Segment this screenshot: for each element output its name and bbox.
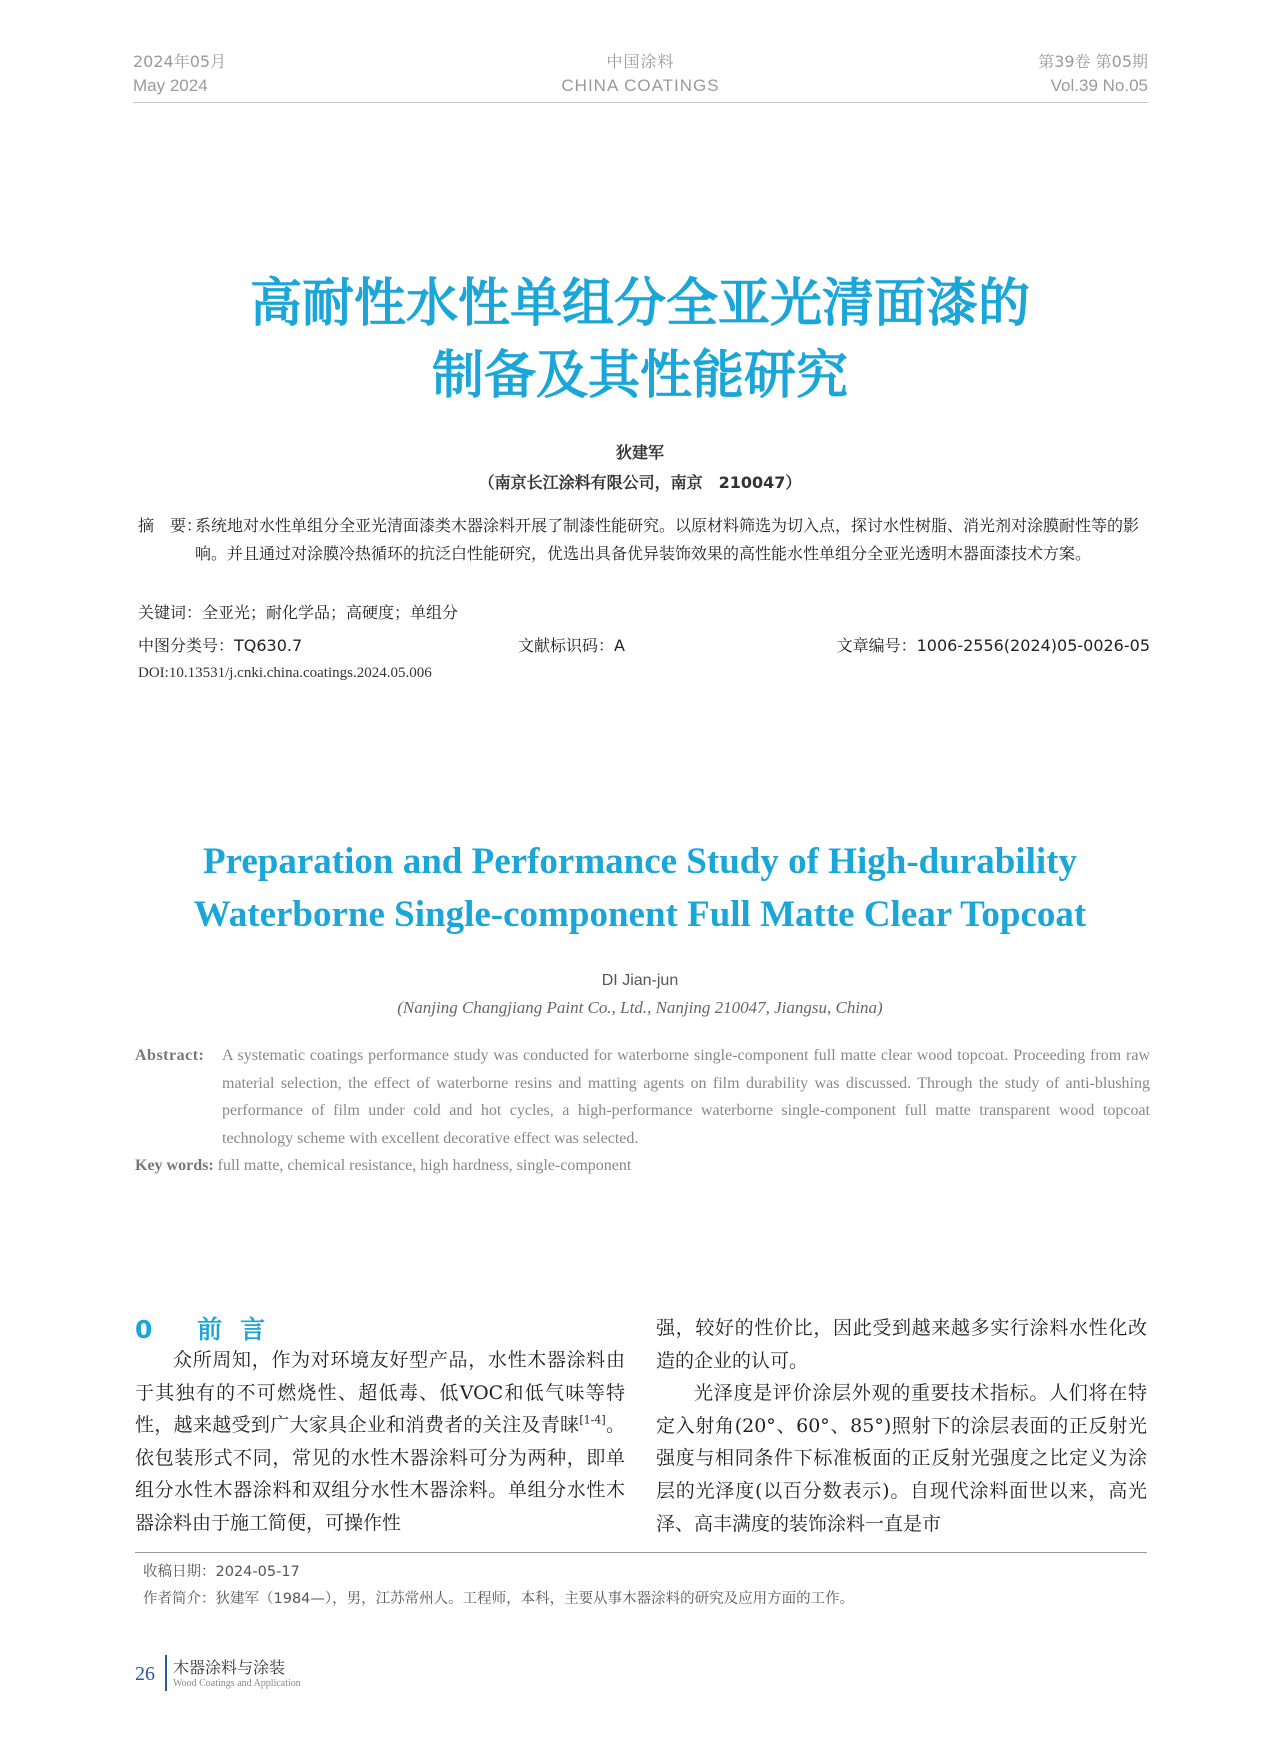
abstract-en-text: A systematic coatings performance study was conducted for waterborne single-component full matte clear wood topcoat. Proceeding from raw material selection, the effect of waterborne resins and matting agents on film durability was discussed. Through the study of anti-blushing performance of film under cold and hot cycles, a high-performance waterborne single-component full matte transparent wood topcoat technology scheme with excellent decorative effect was selected. [222,1047,1150,1147]
citation-ref: [1-4] [579,1413,606,1427]
section-title: 前言 [197,1315,284,1344]
author-en: DI Jian-jun [601,972,679,989]
affiliation-en: (Nanjing Changjiang Paint Co., Ltd., Nanjing 210047, Jiangsu, China) [397,998,883,1017]
doi: DOI:10.13531/j.cnki.china.coatings.2024.05.006 [138,665,432,681]
keywords-zh: 关键词：全亚光；耐化学品；高硬度；单组分 [138,603,459,622]
footnote-divider [135,1552,1147,1553]
body-paragraph: 光泽度是评价涂层外观的重要技术指标。人们将在特定入射角(20°、60°、85°)照射下的涂层表面的正反射光强度与相同条件下标准板面的正反射光强度之比定义为涂层的光泽度(以百分数表示)。自现代涂料面世以来，高光泽、高丰满度的装饰涂料一直是市 [656,1382,1147,1535]
running-header [133,50,1148,103]
footnote-received-date: 收稿日期：2024-05-17 [143,1564,300,1580]
header-date-en: May 2024 [133,76,208,95]
keywords-en-label: Key words: [135,1157,214,1174]
clc-number: 中图分类号：TQ630.7 [138,636,303,655]
page-number: 26 [135,1663,155,1685]
body-column-left [135,1344,625,1540]
title-en-line-1: Preparation and Performance Study of High-durability [203,841,1077,882]
abstract-zh-text: 系统地对水性单组分全亚光清面漆类木器涂料开展了制漆性能研究。以原材料筛选为切入点，探讨水性树脂、消光剂对涂膜耐性等的影响。并且通过对涂膜冷热循环的抗泛白性能研究，优选出具备优异装饰效果的高性能水性单组分全亚光透明木器面漆技术方案。 [195,516,1140,563]
section-heading [135,1310,283,1346]
body-text: 众所周知，作为对环境友好型产品，水性木器涂料由于其独有的不可燃烧性、超低毒、低VOC和低气味等特性，越来越受到广大家具企业和消费者的关注及青睐 [135,1349,625,1437]
abstract-en-label: Abstract: [135,1047,205,1064]
article-number: 文章编号：1006-2556(2024)05-0026-05 [836,636,1150,655]
header-journal-zh: 中国涂料 [606,52,675,71]
article-title-en [0,835,1280,941]
title-en-line-2: Waterborne Single-component Full Matte Clear Topcoat [193,894,1087,935]
abstract-zh [138,512,1150,568]
title-zh-line-1: 高耐性水性单组分全亚光清面漆的 [249,274,1030,334]
classification-row [138,633,1150,657]
author-zh: 狄建军 [615,443,664,462]
body-paragraph [135,1344,625,1540]
title-zh-line-2: 制备及其性能研究 [431,346,848,406]
document-code: 文献标识码：A [518,636,625,655]
footer-divider [165,1655,167,1691]
footer-journal-en: Wood Coatings and Application [173,1678,301,1689]
keywords-en-text: full matte, chemical resistance, high hardness, single-component [217,1157,632,1174]
header-volume-en: Vol.39 No.05 [1050,76,1148,95]
article-title-zh [0,268,1280,412]
body-column-right [656,1312,1147,1540]
body-paragraph: 强，较好的性价比，因此受到越来越多实行涂料水性化改造的企业的认可。 [656,1317,1147,1372]
header-date-zh: 2024年05月 [133,52,227,71]
section-number: 0 [135,1315,171,1344]
header-volume [1038,50,1148,98]
footer-journal-zh: 木器涂料与涂装 [173,1658,286,1677]
header-journal [133,50,1148,98]
body-text: 。依包装形式不同，常见的水性木器涂料可分为两种，即单组分水性木器涂料和双组分水性木器涂料。单组分水性木器涂料由于施工简便，可操作性 [135,1414,625,1534]
abstract-en [135,1042,1150,1152]
abstract-zh-label: 摘 要： [138,516,203,535]
keywords-en [135,1157,631,1175]
header-journal-en: CHINA COATINGS [561,76,720,95]
footnote-author-bio: 作者简介：狄建军（1984—），男，江苏常州人。工程师，本科，主要从事木器涂料的研究及应用方面的工作。 [143,1591,855,1607]
header-volume-zh: 第39卷 第05期 [1038,52,1148,71]
affiliation-zh: （南京长江涂料有限公司，南京 210047） [478,473,802,492]
